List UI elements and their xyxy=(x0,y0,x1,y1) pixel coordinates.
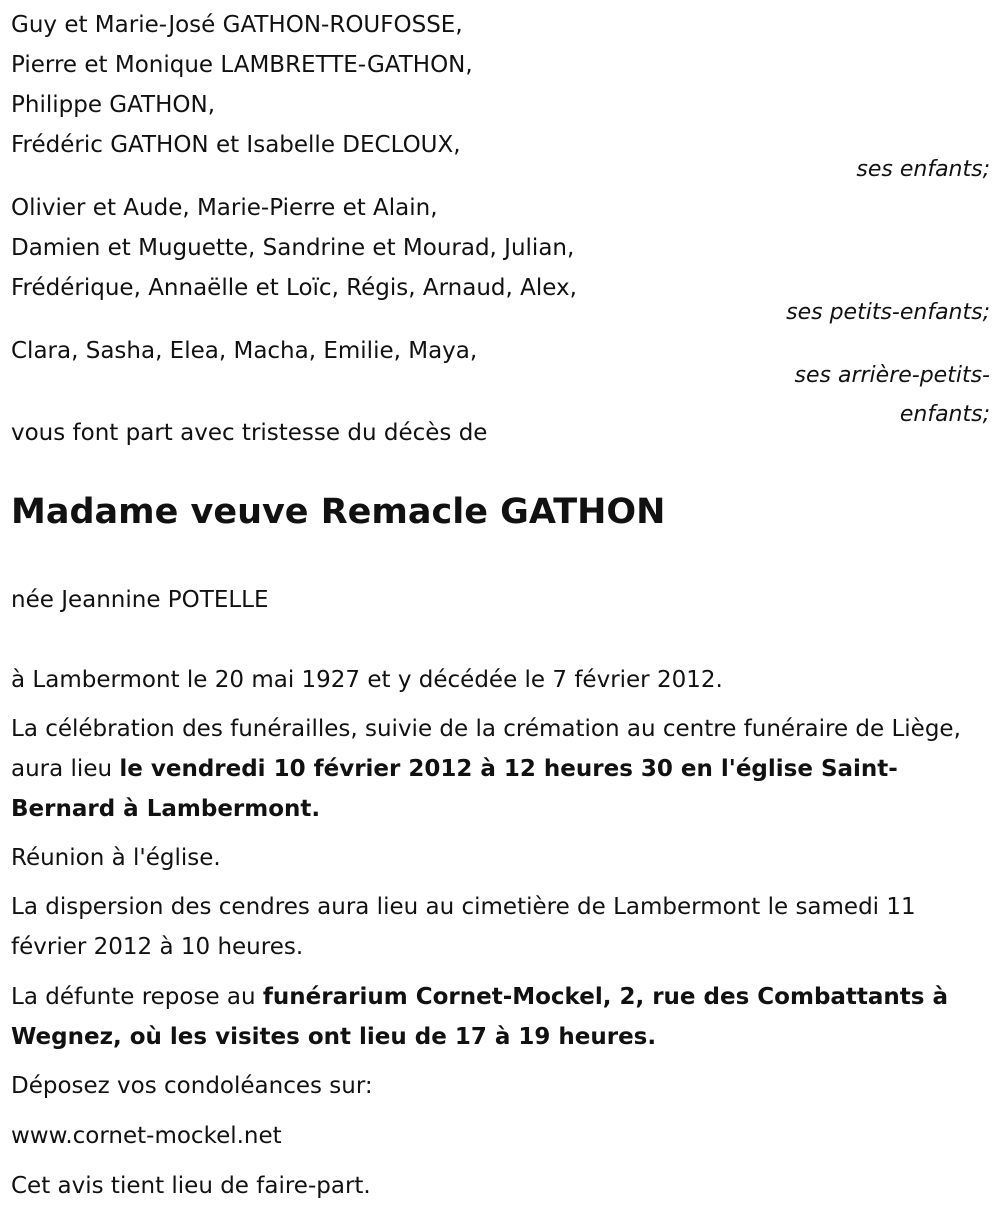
children-role: ses enfants; xyxy=(856,157,990,182)
rest-text: La défunte repose au xyxy=(11,984,263,1010)
children-line-1: Guy et Marie-José GATHON-ROUFOSSE, xyxy=(11,12,463,38)
funeral-text: La célébration des funérailles, suivie de la crémation au centre funéraire de Liège, aura lieu xyxy=(11,716,961,782)
children-line-4: Frédéric GATHON et Isabelle DECLOUX, xyxy=(11,132,461,158)
deceased-born-as: née Jeannine POTELLE xyxy=(11,587,269,613)
grandchildren-role: ses petits-enfants; xyxy=(786,300,990,325)
deceased-dates: à Lambermont le 20 mai 1927 et y décédée le 7 février 2012. xyxy=(11,667,723,693)
announcement: vous font part avec tristesse du décès de xyxy=(11,420,488,446)
grandchildren-line-3: Frédérique, Annaëlle et Loïc, Régis, Arnaud, Alex, xyxy=(11,275,577,301)
children-line-2: Pierre et Monique LAMBRETTE-GATHON, xyxy=(11,52,473,78)
condolences-url[interactable]: www.cornet-mockel.net xyxy=(11,1123,282,1149)
children-line-3: Philippe GATHON, xyxy=(11,92,216,118)
great-grandchildren-role-1: ses arrière-petits- xyxy=(794,363,990,388)
great-grandchildren-line-1: Clara, Sasha, Elea, Macha, Emilie, Maya, xyxy=(11,338,478,364)
deceased-name: Madame veuve Remacle GATHON xyxy=(11,492,666,532)
funeral-paragraph xyxy=(11,709,989,829)
grandchildren-line-2: Damien et Muguette, Sandrine et Mourad, Julian, xyxy=(11,235,575,261)
closing-text: Cet avis tient lieu de faire-part. xyxy=(11,1173,371,1199)
rest-paragraph xyxy=(11,977,989,1057)
funeral-details: le vendredi 10 février 2012 à 12 heures 30 en l'église Saint-Bernard à Lambermont. xyxy=(11,756,898,822)
rest-details: funérarium Cornet-Mockel, 2, rue des Combattants à Wegnez, où les visites ont lieu de 17 à 19 heures. xyxy=(11,984,949,1050)
dispersion-paragraph: La dispersion des cendres aura lieu au cimetière de Lambermont le samedi 11 février 2012 à 10 heures. xyxy=(11,894,916,960)
great-grandchildren-role-2: enfants; xyxy=(899,402,990,427)
meeting-text: Réunion à l'église. xyxy=(11,845,221,871)
condolences-label: Déposez vos condoléances sur: xyxy=(11,1073,373,1099)
grandchildren-line-1: Olivier et Aude, Marie-Pierre et Alain, xyxy=(11,195,438,221)
